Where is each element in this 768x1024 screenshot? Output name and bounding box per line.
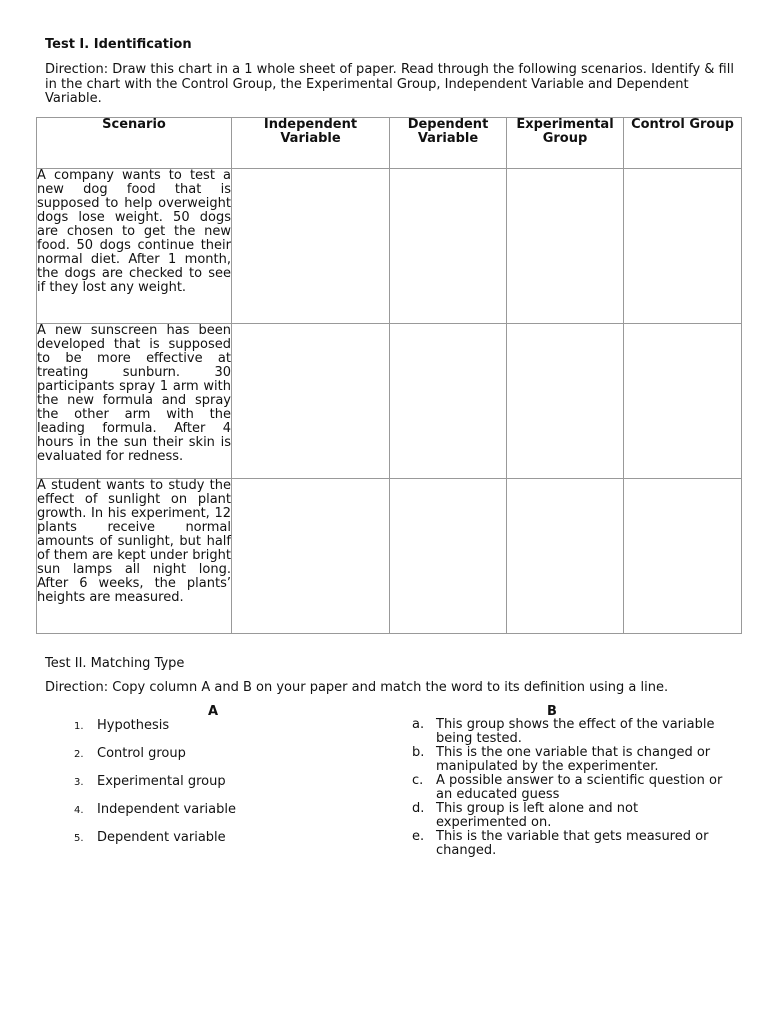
scenario-cell: A new sunscreen has been developed that is supposed to be more effective at treating sunburn. 30 participants spray 1 arm with the new formula and spray the other arm with the leading formula. After 4 hours in the sun their skin is evaluated for redness. — [37, 324, 232, 479]
experimental-group-cell — [507, 169, 624, 324]
list-item — [70, 746, 236, 774]
control-group-cell — [624, 169, 742, 324]
item-letter: d. — [412, 801, 425, 816]
list-item — [70, 718, 236, 746]
header-independent-variable: Independent Variable — [232, 118, 390, 169]
column-a-list — [70, 718, 236, 858]
scenario-cell: A company wants to test a new dog food that is supposed to help overweight dogs lose weight. 50 dogs are chosen to get the new food. 50 dogs continue their normal diet. After 1 month, the dogs are checked to see if they lost any weight. — [37, 169, 232, 324]
dependent-variable-cell — [390, 169, 507, 324]
test2-title: Test II. Matching Type — [45, 656, 185, 671]
table-row — [37, 169, 742, 324]
test1-direction: Direction: Draw this chart in a 1 whole sheet of paper. Read through the following scenarios. Identify & fill in the chart with the Control Group, the Experimental Group, Independent Variable and Dependent Variable. — [45, 62, 734, 106]
identification-table — [36, 117, 742, 634]
item-text: This is the variable that gets measured or changed. — [436, 829, 709, 858]
independent-variable-cell — [232, 169, 390, 324]
item-text: This group shows the effect of the variable being tested. — [436, 717, 715, 746]
header-experimental-group-label: Experimental Group — [516, 117, 614, 146]
dependent-variable-cell — [390, 479, 507, 634]
header-scenario: Scenario — [37, 118, 232, 169]
control-group-cell — [624, 479, 742, 634]
header-experimental-group — [507, 118, 624, 169]
item-number: 2. — [74, 749, 84, 760]
independent-variable-cell — [232, 324, 390, 479]
item-letter: e. — [412, 829, 425, 844]
column-b-heading: B — [547, 704, 557, 719]
item-text: Hypothesis — [97, 718, 170, 733]
list-item — [412, 802, 732, 830]
table-row — [37, 479, 742, 634]
item-text: Control group — [97, 746, 186, 761]
list-item — [412, 830, 732, 858]
item-letter: a. — [412, 717, 425, 732]
list-item — [70, 774, 236, 802]
list-item — [412, 774, 732, 802]
item-text: This group is left alone and not experimented on. — [436, 801, 639, 830]
item-letter: b. — [412, 745, 425, 760]
item-number: 3. — [74, 777, 84, 788]
item-number: 4. — [74, 805, 84, 816]
header-control-group: Control Group — [624, 118, 742, 169]
item-letter: c. — [412, 773, 424, 788]
table-row — [37, 324, 742, 479]
experimental-group-cell — [507, 324, 624, 479]
list-item — [412, 718, 732, 746]
control-group-cell — [624, 324, 742, 479]
header-dependent-variable: Dependent Variable — [390, 118, 507, 169]
experimental-group-cell — [507, 479, 624, 634]
item-text: Experimental group — [97, 774, 226, 789]
table-header-row — [37, 118, 742, 169]
list-item — [70, 830, 236, 858]
scenario-cell: A student wants to study the effect of sunlight on plant growth. In his experiment, 12 plants receive normal amounts of sunlight, but half of them are kept under bright sun lamps all night long. After 6 weeks, the plants’ heights are measured. — [37, 479, 232, 634]
dependent-variable-cell — [390, 324, 507, 479]
item-number: 1. — [74, 721, 84, 732]
test2-direction: Direction: Copy column A and B on your paper and match the word to its definition using a line. — [45, 680, 669, 695]
list-item — [70, 802, 236, 830]
item-text: A possible answer to a scientific question or an educated guess — [436, 773, 723, 802]
item-text: Dependent variable — [97, 830, 226, 845]
item-number: 5. — [74, 833, 84, 844]
list-item — [412, 746, 732, 774]
item-text: Independent variable — [97, 802, 236, 817]
independent-variable-cell — [232, 479, 390, 634]
item-text: This is the one variable that is changed or manipulated by the experimenter. — [436, 745, 711, 774]
column-b-list — [412, 718, 732, 858]
test1-title: Test I. Identification — [45, 37, 192, 52]
column-a-heading: A — [208, 704, 219, 719]
